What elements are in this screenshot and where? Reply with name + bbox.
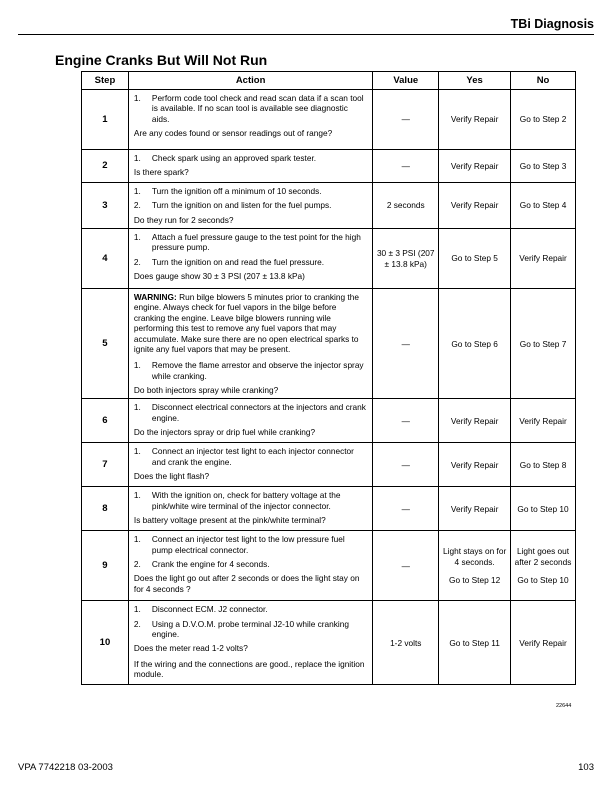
no-cell xyxy=(511,601,576,685)
no-cell xyxy=(511,289,576,399)
yes-cell xyxy=(439,90,511,150)
step-number: 6 xyxy=(82,399,129,443)
value-cell: 1-2 volts xyxy=(373,601,439,685)
yes-cell xyxy=(439,531,511,601)
action-item-text: Check spark using an approved spark tester. xyxy=(151,153,317,163)
yes-text: Go to Step 5 xyxy=(451,253,498,264)
header-rule xyxy=(18,34,594,35)
yes-cell xyxy=(439,229,511,289)
yes-cell xyxy=(439,443,511,487)
action-item-text: Perform code tool check and read scan data if a scan tool is available. If no scan tool is available see diagnostic aids. xyxy=(151,93,364,124)
yes-cell xyxy=(439,601,511,685)
no-text: Light goes out after 2 seconds xyxy=(514,546,572,567)
yes-text: Verify Repair xyxy=(450,459,499,470)
no-text: Go to Step 4 xyxy=(519,200,567,211)
yes-cell xyxy=(439,150,511,183)
yes-text: Verify Repair xyxy=(450,200,499,211)
action-question: Do both injectors spray while cranking? xyxy=(133,384,279,395)
yes-cell xyxy=(439,487,511,531)
step-number: 7 xyxy=(82,443,129,487)
value-cell: — xyxy=(373,487,439,531)
action-item-text: Turn the ignition on and listen for the fuel pumps. xyxy=(151,200,332,211)
action-item-text: With the ignition on, check for battery voltage at the pink/white wire terminal of the injector connector. xyxy=(151,490,341,511)
no-text: Go to Step 10 xyxy=(517,574,569,585)
action-note: If the wiring and the connections are good., replace the ignition module. xyxy=(133,658,365,680)
action-item-text: Connect an injector test light to the low pressure fuel pump electrical connector. xyxy=(151,534,345,555)
action-item-text: Using a D.V.O.M. probe terminal J2-10 while cranking engine. xyxy=(151,618,349,640)
table-row xyxy=(82,601,576,685)
action-item-text: Attach a fuel pressure gauge to the test point for the high pressure pump. xyxy=(151,232,361,253)
action-item xyxy=(134,360,367,381)
step-number: 9 xyxy=(82,531,129,601)
step-number: 10 xyxy=(82,601,129,685)
diagnostic-table xyxy=(81,71,576,685)
column-header-action: Action xyxy=(128,72,372,90)
action-item-text: Connect an injector test light to each injector connector and crank the engine. xyxy=(151,446,354,467)
yes-text: Light stays on for 4 seconds. xyxy=(443,546,507,567)
action-item xyxy=(134,93,367,124)
no-text: Verify Repair xyxy=(519,253,567,264)
action-item xyxy=(134,402,367,423)
no-text: Go to Step 10 xyxy=(517,503,569,514)
value-cell: — xyxy=(373,289,439,399)
no-cell xyxy=(511,183,576,229)
action-item xyxy=(134,490,367,511)
table-row xyxy=(82,229,576,289)
action-question: Does gauge show 30 ± 3 PSI (207 ± 13.8 kPa) xyxy=(133,271,305,282)
action-item-number: 1. xyxy=(133,232,141,243)
action-item xyxy=(134,446,367,467)
action-item-number: 1. xyxy=(133,360,141,371)
yes-cell xyxy=(439,399,511,443)
no-text: Verify Repair xyxy=(519,415,567,426)
action-cell xyxy=(128,90,372,150)
action-item-text: Crank the engine for 4 seconds. xyxy=(151,559,270,570)
value-cell: — xyxy=(373,443,439,487)
action-cell xyxy=(128,289,372,399)
table-row xyxy=(82,531,576,601)
action-item xyxy=(134,619,367,640)
action-item-text: Turn the ignition off a minimum of 10 seconds. xyxy=(151,186,322,196)
action-item-text: Disconnect ECM. J2 connector. xyxy=(151,604,268,615)
table-row xyxy=(82,289,576,399)
action-item xyxy=(134,200,367,210)
action-item-number: 1. xyxy=(133,490,141,501)
action-question: Is battery voltage present at the pink/white terminal? xyxy=(133,515,326,526)
no-cell xyxy=(511,90,576,150)
action-item-number: 2. xyxy=(133,618,141,629)
no-text: Go to Step 2 xyxy=(519,114,567,125)
column-header-value: Value xyxy=(373,72,439,90)
value-cell: — xyxy=(373,90,439,150)
action-question: Does the light go out after 2 seconds or does the light stay on for 4 seconds ? xyxy=(133,573,360,594)
action-item xyxy=(134,186,367,196)
action-item-text: Remove the flame arrestor and observe the injector spray while cranking. xyxy=(151,360,364,381)
no-cell xyxy=(511,399,576,443)
step-number: 5 xyxy=(82,289,129,399)
section-title: TBi Diagnosis xyxy=(510,17,594,31)
action-item xyxy=(134,559,367,569)
action-cell xyxy=(128,399,372,443)
action-question: Does the light flash? xyxy=(133,471,210,482)
yes-cell xyxy=(439,289,511,399)
table-row xyxy=(82,150,576,183)
action-item-number: 2. xyxy=(133,200,141,211)
action-item-number: 2. xyxy=(133,256,141,267)
no-text: Go to Step 8 xyxy=(519,459,567,470)
yes-cell xyxy=(439,183,511,229)
value-cell: 30 ± 3 PSI (207 ± 13.8 kPa) xyxy=(373,229,439,289)
action-cell xyxy=(128,150,372,183)
column-header-step: Step xyxy=(82,72,129,90)
step-number: 4 xyxy=(82,229,129,289)
page-title: Engine Cranks But Will Not Run xyxy=(55,52,268,68)
action-question: Do the injectors spray or drip fuel while cranking? xyxy=(133,427,316,438)
yes-text: Verify Repair xyxy=(450,415,499,426)
action-item-number: 1. xyxy=(133,446,141,457)
yes-text: Go to Step 6 xyxy=(451,338,498,349)
yes-text: Verify Repair xyxy=(450,503,499,514)
warning-note xyxy=(134,292,367,354)
no-text: Go to Step 7 xyxy=(519,338,567,349)
warning-text: Run bilge blowers 5 minutes prior to cranking the engine. Always check for fuel vapors in the bilge before cranking the engine. Leave bilge blowers running wile performing this test to remove any fuel vapors that may accumulate. Make sure there are no open electrical sparks to ignite any fuel vapors that may be present. xyxy=(133,292,359,354)
action-cell xyxy=(128,487,372,531)
action-cell xyxy=(128,531,372,601)
no-text: Verify Repair xyxy=(519,637,567,648)
no-cell xyxy=(511,150,576,183)
action-item-text: Turn the ignition on and read the fuel pressure. xyxy=(151,256,325,267)
figure-number: 22644 xyxy=(556,703,572,709)
yes-text: Go to Step 11 xyxy=(449,637,500,648)
action-cell xyxy=(128,443,372,487)
footer-doc-id: VPA 7742218 03-2003 xyxy=(18,762,113,773)
column-header-yes: Yes xyxy=(439,72,511,90)
table-row xyxy=(82,399,576,443)
action-item xyxy=(134,604,367,614)
table-header-row xyxy=(82,72,576,90)
table-row xyxy=(82,183,576,229)
action-item xyxy=(134,232,367,253)
no-cell xyxy=(511,487,576,531)
action-question: Do they run for 2 seconds? xyxy=(133,214,234,225)
no-text: Go to Step 3 xyxy=(519,160,567,171)
table-row xyxy=(82,487,576,531)
action-item-number: 1. xyxy=(133,186,141,196)
action-item xyxy=(134,534,367,555)
yes-text: Go to Step 12 xyxy=(449,574,501,585)
action-item-number: 1. xyxy=(133,604,141,615)
action-item-number: 1. xyxy=(133,93,141,103)
action-cell xyxy=(128,229,372,289)
yes-text: Verify Repair xyxy=(450,160,499,171)
column-header-no: No xyxy=(511,72,576,90)
action-item xyxy=(134,257,367,267)
no-cell xyxy=(511,531,576,601)
action-question: Are any codes found or sensor readings out of range? xyxy=(133,128,333,139)
value-cell: — xyxy=(373,531,439,601)
warning-label: WARNING: xyxy=(133,292,177,303)
action-item-number: 1. xyxy=(133,534,141,545)
action-cell xyxy=(128,183,372,229)
value-cell: 2 seconds xyxy=(373,183,439,229)
action-item-number: 1. xyxy=(133,402,141,413)
footer-page-number: 103 xyxy=(578,762,594,773)
table-row xyxy=(82,443,576,487)
action-item-number: 2. xyxy=(133,559,141,570)
action-item-text: Disconnect electrical connectors at the injectors and crank engine. xyxy=(151,402,366,423)
action-cell xyxy=(128,601,372,685)
no-cell xyxy=(511,229,576,289)
table-body xyxy=(82,90,576,685)
action-item xyxy=(134,153,367,163)
step-number: 1 xyxy=(82,90,129,150)
value-cell: — xyxy=(373,399,439,443)
value-cell: — xyxy=(373,150,439,183)
action-question: Is there spark? xyxy=(133,167,189,178)
table-row xyxy=(82,90,576,150)
yes-text: Verify Repair xyxy=(450,114,499,125)
no-cell xyxy=(511,443,576,487)
action-question: Does the meter read 1-2 volts? xyxy=(133,643,248,654)
step-number: 2 xyxy=(82,150,129,183)
action-item-number: 1. xyxy=(133,153,141,163)
step-number: 8 xyxy=(82,487,129,531)
step-number: 3 xyxy=(82,183,129,229)
